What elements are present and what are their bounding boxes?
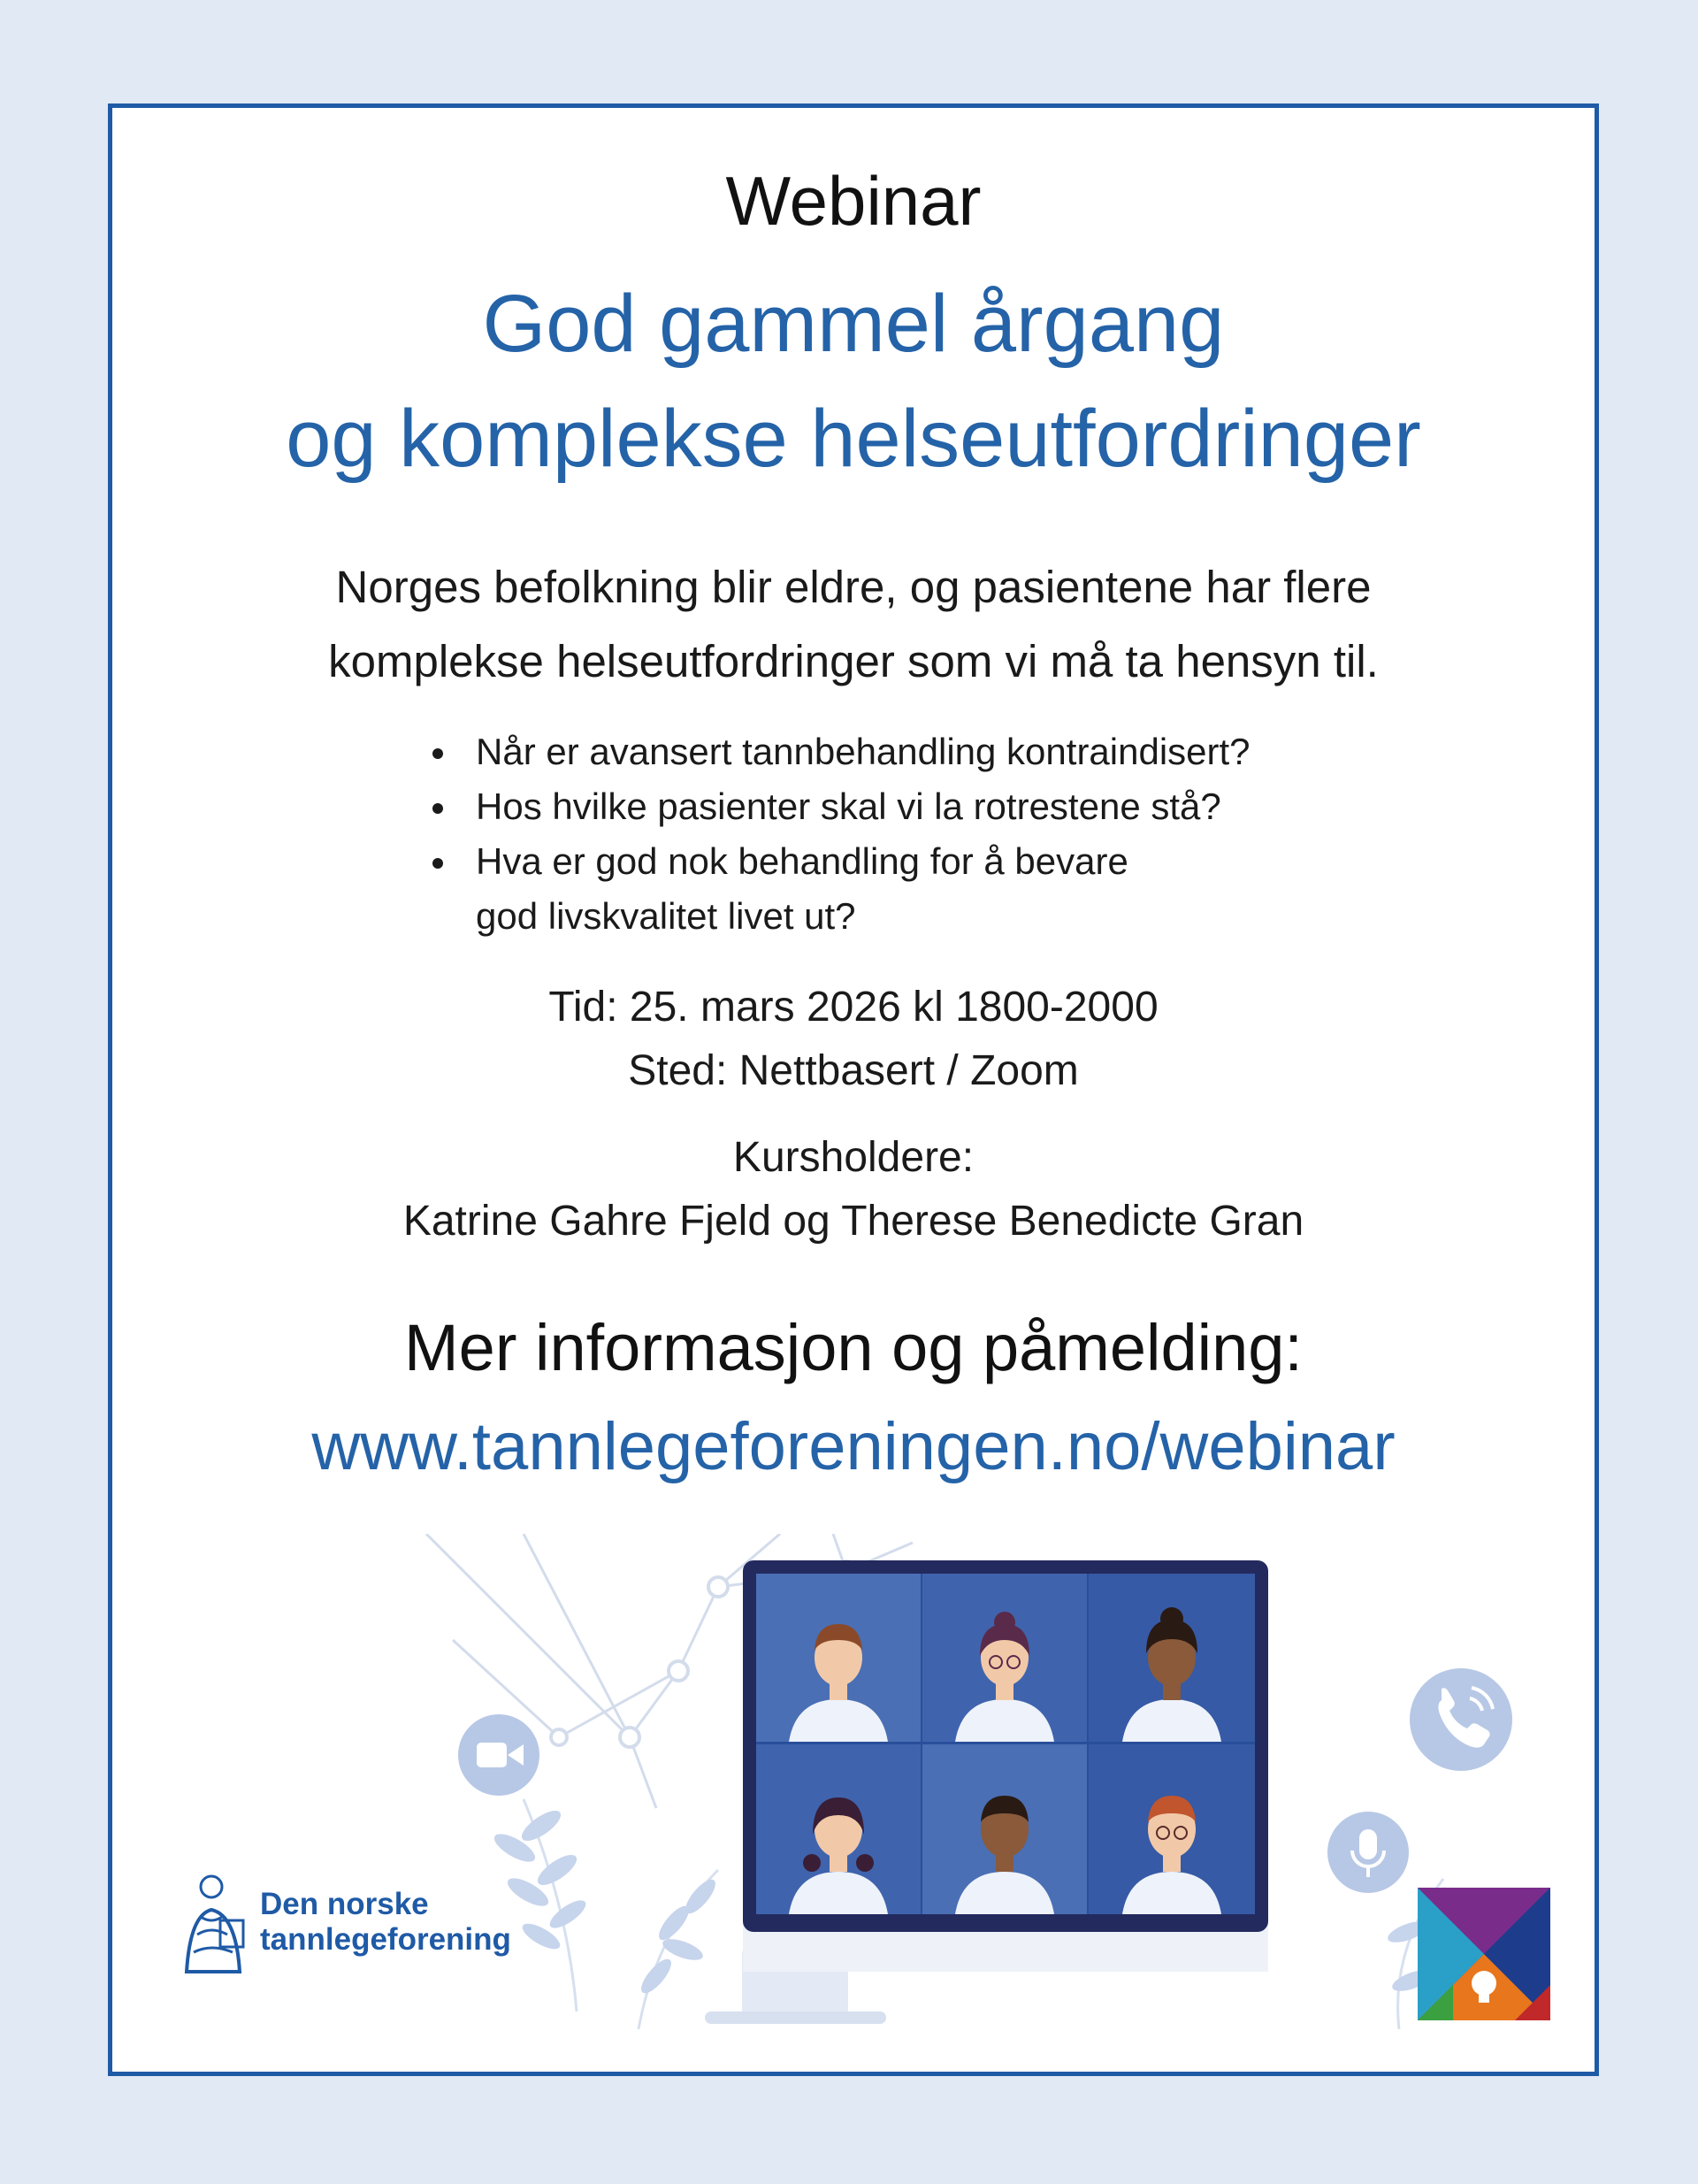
question-item: Hva er god nok behandling for å bevare	[426, 834, 1399, 889]
microphone-icon	[1327, 1812, 1409, 1893]
question-item-continuation: god livskvalitet livet ut?	[476, 895, 856, 937]
call-to-action: Mer informasjon og påmelding:	[404, 1311, 1303, 1384]
monitor-illustration	[417, 1534, 1549, 2029]
video-camera-icon	[458, 1714, 539, 1796]
poster-card	[108, 103, 1599, 2076]
partner-logo	[1418, 1888, 1550, 2020]
title-line-1: God gammel årgang	[482, 279, 1225, 369]
instructors-block	[112, 1126, 1595, 1253]
event-time: Tid: 25. mars 2026 kl 1800-2000	[548, 984, 1159, 1031]
lead-paragraph	[112, 550, 1595, 699]
instructors-label: Kursholdere:	[732, 1134, 975, 1181]
event-place: Sted: Nettbasert / Zoom	[628, 1047, 1079, 1094]
event-details	[112, 976, 1595, 1103]
association-name	[260, 1887, 511, 1958]
association-emblem-icon	[176, 1873, 251, 1979]
association-name-line-1: Den norske	[260, 1887, 429, 1921]
registration-link[interactable]: www.tannlegeforeningen.no/webinar	[311, 1409, 1396, 1484]
instructors-names: Katrine Gahre Fjeld og Therese Benedicte Gran	[402, 1198, 1304, 1245]
title-line-2: og komplekse helseutfordringer	[286, 394, 1421, 484]
association-logo	[176, 1873, 547, 1979]
question-list	[426, 724, 1399, 944]
question-item: Hos hvilke pasienter skal vi la rotrestene stå?	[426, 779, 1399, 834]
lead-line-1: Norges befolkning blir eldre, og pasientene har flere	[335, 562, 1372, 612]
question-item: Når er avansert tannbehandling kontraindisert?	[426, 724, 1399, 779]
association-name-line-2: tannlegeforening	[260, 1922, 511, 1957]
phone-icon	[1410, 1668, 1512, 1771]
lead-line-2: komplekse helseutfordringer som vi må ta hensyn til.	[328, 636, 1379, 686]
kicker: Webinar	[725, 162, 982, 240]
